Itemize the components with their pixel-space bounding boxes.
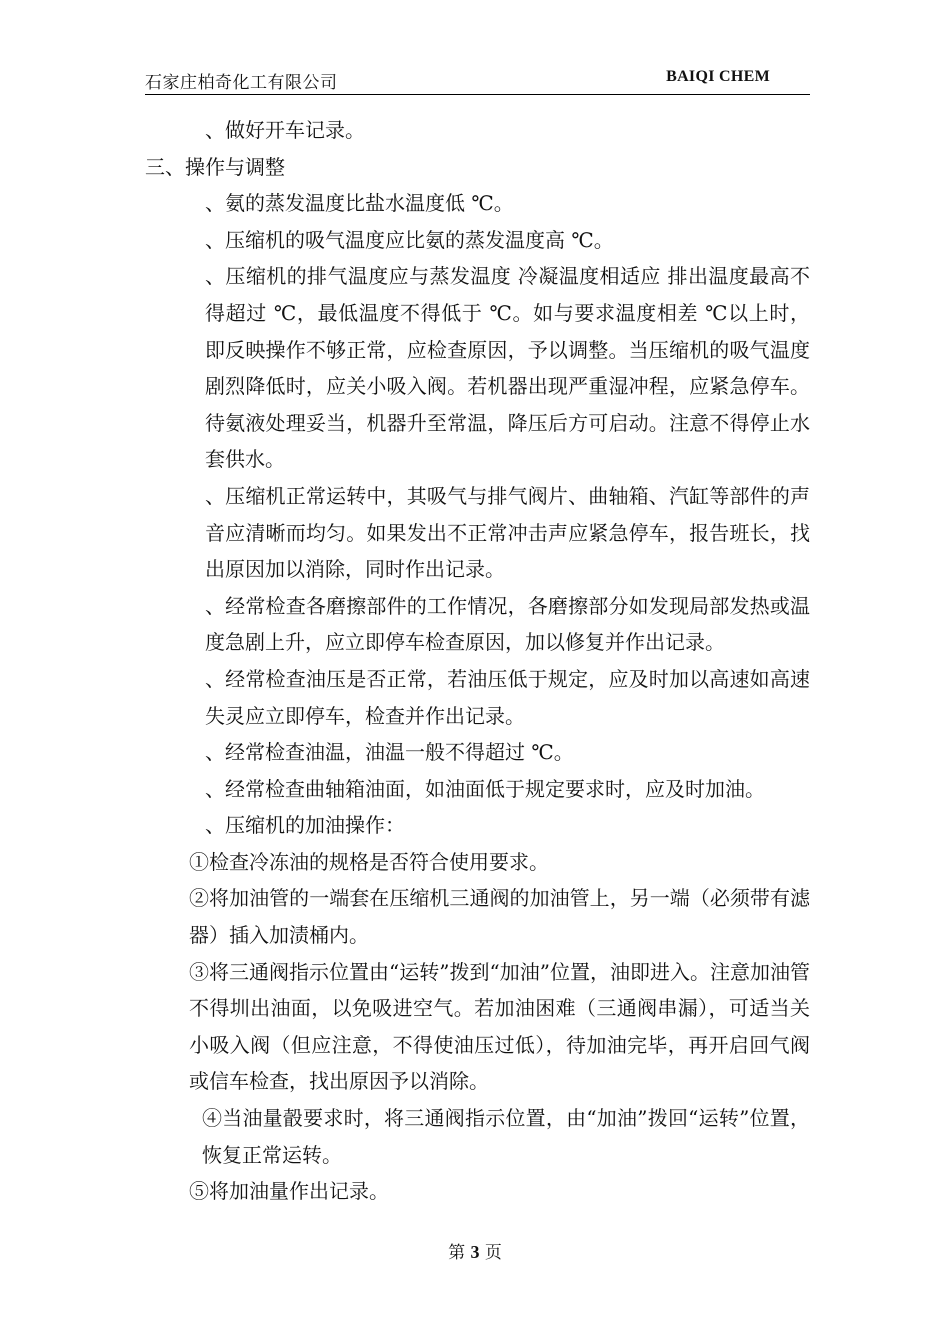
page-header bbox=[145, 64, 810, 95]
paragraph: 、压缩机的排气温度应与蒸发温度 冷凝温度相适应 排出温度最高不得超过 ℃，最低温度不得低于 ℃。如与要求温度相差 ℃以上时，即反映操作不够正常，应检查原因，予以调整。当压缩机的吸气温度剧烈降低时，应关小吸入阀。若机器出现严重湿冲程，应紧急停车。待氨液处理妥当，机器升至常温，降压后方可启动。注意不得停止水套供水。 bbox=[205, 264, 810, 472]
paragraph: 、压缩机的加油操作： bbox=[205, 813, 405, 838]
paragraph: 、经常检查油温，油温一般不得超过 ℃。 bbox=[205, 740, 574, 765]
paragraph: ⑤将加油量作出记录。 bbox=[189, 1179, 389, 1204]
paragraph: 、做好开车记录。 bbox=[205, 118, 365, 142]
company-name: 石家庄柏奇化工有限公司 bbox=[145, 73, 338, 93]
paragraph: 、经常检查曲轴箱油面，如油面低于规定要求时，应及时加油。 bbox=[205, 776, 765, 801]
page-suffix: 页 bbox=[484, 1243, 502, 1263]
paragraph: ③将三通阀指示位置由“运转”拨到“加油”位置，油即进入。注意加油管不得圳出油面，以免吸进空气。若加油困难（三通阀串漏），可适当关小吸入阀（但应注意，不得使油压过低），待加油完毕，再开启回气阀或信车检查，找出原因予以消除。 bbox=[189, 959, 810, 1094]
document-body bbox=[145, 112, 810, 1210]
paragraph: 、压缩机正常运转中，其吸气与排气阀片、曲轴箱、汽缸等部件的声音应清晰而均匀。如果发出不正常冲击声应紧急停车，报告班长，找出原因加以消除，同时作出记录。 bbox=[205, 483, 810, 582]
paragraph: 、压缩机的吸气温度应比氨的蒸发温度高 ℃。 bbox=[205, 227, 614, 252]
brand-name: BAIQI CHEM bbox=[666, 68, 770, 85]
paragraph: 、经常检查油压是否正常，若油压低于规定，应及时加以高速如高速失灵应立即停车，检查并作出记录。 bbox=[205, 666, 810, 728]
paragraph: 、经常检查各磨擦部件的工作情况，各磨擦部分如发现局部发热或温度急剧上升，应立即停车检查原因，加以修复并作出记录。 bbox=[205, 593, 810, 655]
paragraph: ④当油量瞉要求时，将三通阀指示位置，由“加油”拨回“运转”位置，恢复正常运转。 bbox=[202, 1106, 810, 1167]
paragraph: ②将加油管的一端套在压缩机三通阀的加油管上，另一端（必须带有滤器）插入加渍桶内。 bbox=[189, 886, 810, 948]
page-prefix: 第 bbox=[448, 1243, 466, 1263]
paragraph: 三、操作与调整 bbox=[145, 154, 285, 179]
paragraph: 、氨的蒸发温度比盐水温度低 ℃。 bbox=[205, 191, 514, 216]
paragraph: ①检查冷冻油的规格是否符合使用要求。 bbox=[189, 849, 549, 874]
page-footer bbox=[0, 1238, 950, 1263]
page-number: 3 bbox=[470, 1242, 480, 1262]
